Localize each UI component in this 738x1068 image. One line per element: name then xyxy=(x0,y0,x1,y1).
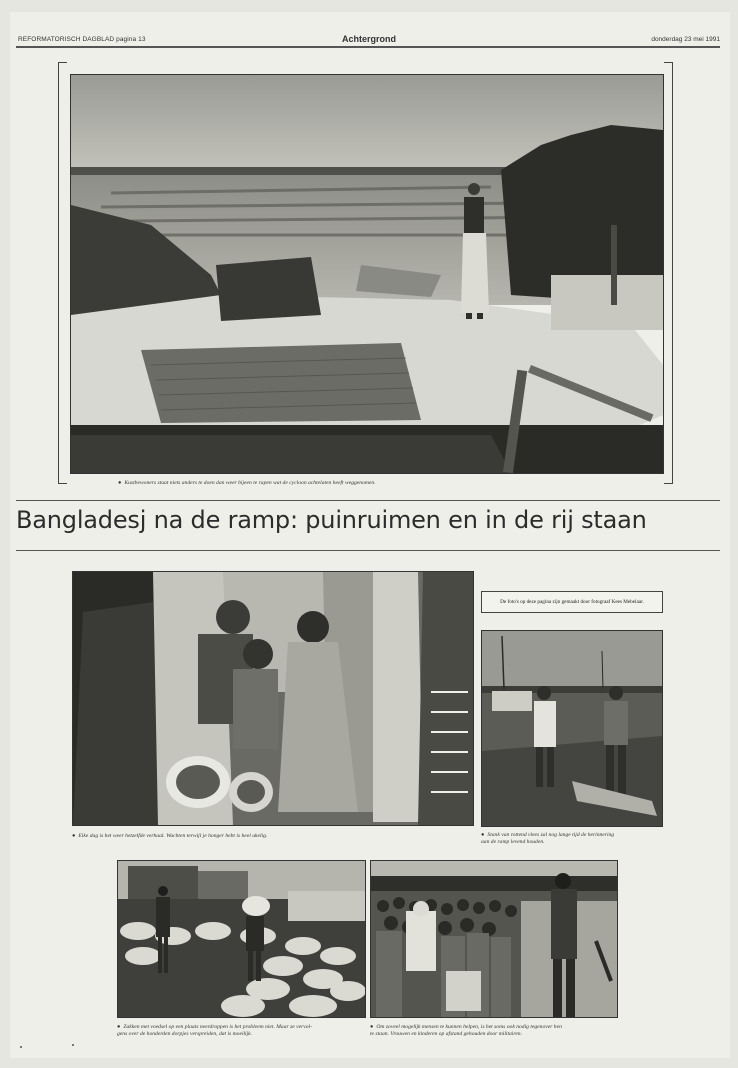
margin-dot xyxy=(72,1044,74,1046)
newspaper-name-page: REFORMATORISCH DAGBLAD pagina 13 xyxy=(18,36,146,43)
caption-text-line1: Stank van rottend vlees zal nog lange tijd de herinnering xyxy=(487,832,615,838)
caption-text-line2: aan de ramp levend houden. xyxy=(481,839,545,845)
main-photo-cyclone-ruins xyxy=(70,74,664,474)
caption-food-sacks xyxy=(117,1024,367,1038)
caption-bullet: ● xyxy=(481,832,485,838)
caption-stench xyxy=(481,832,671,846)
caption-children-queue xyxy=(72,833,472,840)
caption-text-line1: Om zoveel mogelijk mensen te kunnen helpen, is het soms ook nodig tegenover hen xyxy=(376,1024,562,1030)
photo-crowd-soldiers xyxy=(370,860,618,1018)
photo-people-covering-noses xyxy=(481,630,663,827)
caption-main-photo xyxy=(118,480,678,487)
caption-bullet: ● xyxy=(72,833,76,839)
article-headline: Bangladesj na de ramp: puinruimen en in de rij staan xyxy=(16,506,647,534)
caption-text-line2: gens over de honderden dorpjes verspreiden, dat is moeilijk. xyxy=(117,1031,253,1037)
issue-date: donderdag 23 mei 1991 xyxy=(651,36,720,43)
headline-bottom-rule xyxy=(16,550,720,551)
photo-frame-top-left xyxy=(58,62,67,484)
header-rule xyxy=(16,46,720,48)
caption-text: Kustbewoners staat niets anders te doen dan weer bijeen te rapen wat de cycloon achtelaten heeft weggenomen. xyxy=(124,480,376,486)
caption-soldiers xyxy=(370,1024,620,1038)
caption-text-line2: te staan. Vrouwen en kinderen op afstand gehouden door militairen. xyxy=(370,1031,522,1037)
photo-credit-box: De foto's op deze pagina zijn gemaakt door fotograaf Kees Mebelaar. xyxy=(481,591,663,613)
photo-frame-top-right xyxy=(664,62,673,484)
caption-text-line1: Zakken met voedsel op een plaats neerdroppen is het probleem niet. Maar ze vervol- xyxy=(123,1024,312,1030)
headline-top-rule xyxy=(16,500,720,501)
caption-bullet: ● xyxy=(118,480,122,486)
photo-children-queue xyxy=(72,571,474,826)
margin-dot xyxy=(20,1046,22,1048)
caption-text: Elke dag is het weer hetzelfde verhaal. Wachten terwijl je honger hebt is heel akelig. xyxy=(78,833,268,839)
caption-bullet: ● xyxy=(117,1024,121,1030)
caption-bullet: ● xyxy=(370,1024,374,1030)
photo-food-sacks xyxy=(117,860,366,1018)
section-title: Achtergrond xyxy=(342,34,396,44)
